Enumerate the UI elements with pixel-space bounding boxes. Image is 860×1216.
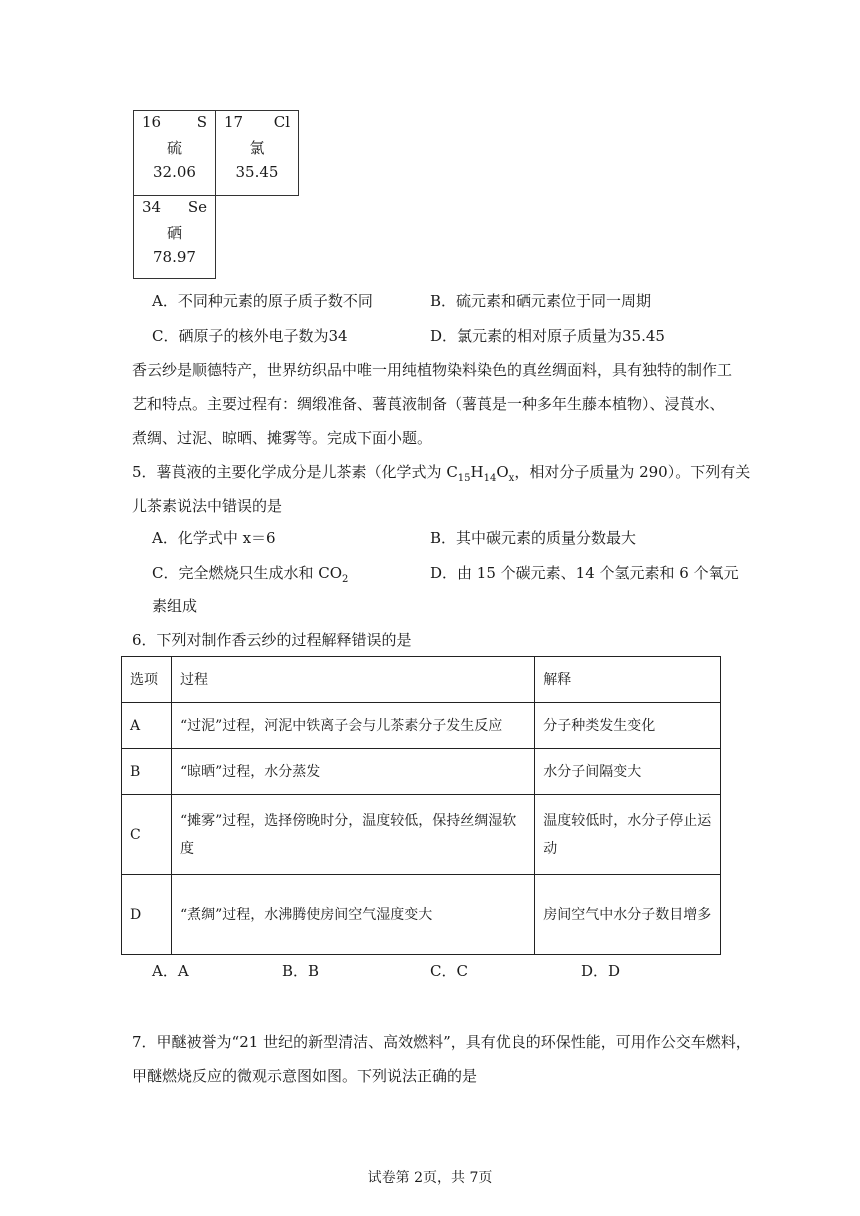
q5-option-b: B．其中碳元素的质量分数最大 — [430, 529, 637, 547]
q5-option-a: A．化学式中 x＝6 — [152, 529, 276, 547]
q5-stem: 5．薯莨液的主要化学成分是儿茶素（化学式为 $C_{15}H_{14}O_x$，相对分子质量为 290）。下列有关 — [132, 463, 751, 484]
table-header-row — [122, 657, 721, 703]
intro-line-2: 艺和特点。主要过程有：绸缎准备、薯莨液制备（薯莨是一种多年生藤本植物）、浸莨水、 — [132, 395, 725, 413]
row-option: B — [122, 749, 172, 795]
q6-choice-d: D．D — [581, 962, 621, 980]
row-process: “摊雾”过程，选择傍晚时分，温度较低，保持丝绸湿软度 — [171, 795, 534, 875]
element-symbol: S — [196, 113, 207, 131]
q4-option-d: D．氯元素的相对原子质量为35.45 — [430, 327, 665, 345]
row-explanation: 温度较低时，水分子停止运动 — [535, 795, 721, 875]
header-process: 过程 — [171, 657, 534, 703]
atomic-mass: 32.06 — [153, 163, 196, 181]
row-option: C — [122, 795, 172, 875]
q7-stem-line-2: 甲醚燃烧反应的微观示意图如图。下列说法正确的是 — [132, 1067, 478, 1085]
q4-option-a: A．不同种元素的原子质子数不同 — [152, 292, 373, 310]
q5-option-d: D．由 15 个碳元素、14 个氢元素和 6 个氧元 — [430, 564, 739, 582]
q6-choice-b: B．B — [282, 962, 320, 980]
element-name: 硒 — [166, 224, 182, 242]
table-row — [122, 749, 721, 795]
atomic-mass: 35.45 — [235, 163, 279, 181]
q4-option-c: C．硒原子的核外电子数为34 — [152, 327, 348, 345]
element-symbol: Se — [187, 198, 207, 216]
row-process: “晾晒”过程，水分蒸发 — [171, 749, 534, 795]
header-option: 选项 — [122, 657, 172, 703]
periodic-cell-sulfur — [133, 110, 216, 196]
q5-stem-line-2: 儿茶素说法中错误的是 — [132, 497, 283, 515]
table-row — [122, 875, 721, 955]
page-footer: 试卷第 2页，共 7页 — [367, 1170, 493, 1186]
row-option: A — [122, 703, 172, 749]
q5-option-d-continued: 素组成 — [152, 597, 198, 615]
periodic-cell-selenium — [133, 195, 216, 279]
table-row — [122, 703, 721, 749]
q6-choice-a: A．A — [152, 962, 189, 980]
row-option: D — [122, 875, 172, 955]
q6-stem: 6．下列对制作香云纱的过程解释错误的是 — [132, 631, 412, 649]
table-row — [122, 795, 721, 875]
element-symbol: Cl — [273, 113, 290, 131]
q6-table — [121, 656, 721, 955]
row-process: “过泥”过程，河泥中铁离子会与儿茶素分子发生反应 — [171, 703, 534, 749]
q5-option-c: C．完全燃烧只生成水和 $CO_2$ — [152, 564, 349, 585]
periodic-cell-chlorine — [215, 110, 299, 196]
atomic-mass: 78.97 — [153, 248, 196, 266]
header-explanation: 解释 — [535, 657, 721, 703]
q6-choice-c: C．C — [430, 962, 468, 980]
atomic-number: 16 — [142, 113, 162, 131]
row-process: “煮绸”过程，水沸腾使房间空气湿度变大 — [171, 875, 534, 955]
row-explanation: 水分子间隔变大 — [535, 749, 721, 795]
row-explanation: 房间空气中水分子数目增多 — [535, 875, 721, 955]
atomic-number: 17 — [224, 113, 244, 131]
element-name: 氯 — [249, 139, 265, 157]
intro-line-3: 煮绸、过泥、晾晒、摊雾等。完成下面小题。 — [132, 429, 433, 447]
q7-stem-line-1: 7．甲醚被誉为“21 世纪的新型清洁、高效燃料”，具有优良的环保性能，可用作公交车燃料， — [132, 1033, 751, 1051]
atomic-number: 34 — [142, 198, 162, 216]
row-explanation: 分子种类发生变化 — [535, 703, 721, 749]
q4-option-b: B．硫元素和硒元素位于同一周期 — [430, 292, 652, 310]
intro-line-1: 香云纱是顺德特产，世界纺织品中唯一用纯植物染料染色的真丝绸面料，具有独特的制作工 — [132, 361, 733, 379]
element-name: 硫 — [166, 139, 182, 157]
